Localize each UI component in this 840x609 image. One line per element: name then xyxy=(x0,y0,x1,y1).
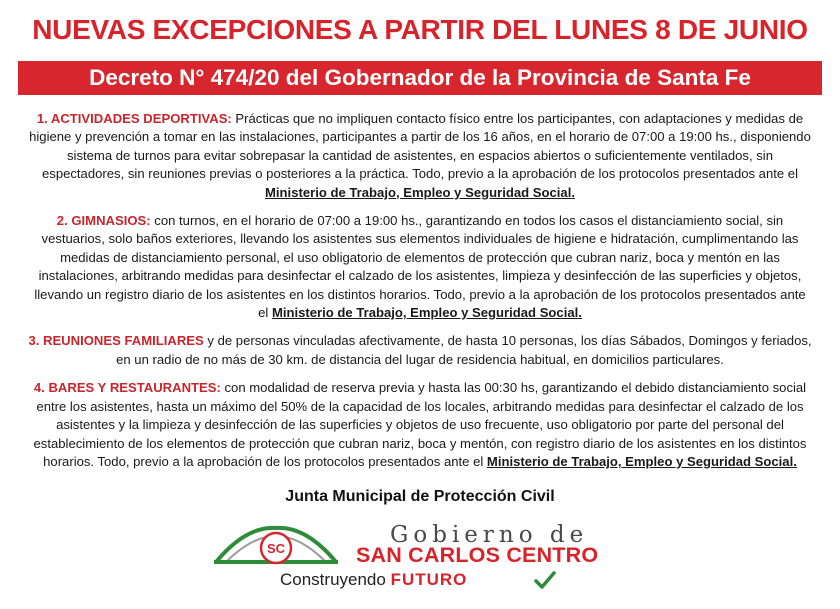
decree-text: Decreto N° 474/20 del Gobernador de la Provincia de Santa Fe xyxy=(89,65,751,90)
ministry-reference: Ministerio de Trabajo, Empleo y Seguridad Social xyxy=(271,305,579,321)
slogan-prefix: Construyendo xyxy=(280,570,386,589)
section-sports xyxy=(28,110,812,202)
decree-banner xyxy=(18,61,822,95)
ministry-reference: Ministerio de Trabajo, Empleo y Seguridad Social xyxy=(486,453,794,469)
municipality-logo xyxy=(212,522,632,602)
page-title: NUEVAS EXCEPCIONES A PARTIR DEL LUNES 8 DE JUNIO xyxy=(32,14,808,45)
ministry-reference: Ministerio de Trabajo, Empleo y Seguridad Social xyxy=(265,184,572,200)
section-family-meetings xyxy=(28,332,812,369)
section-end: . xyxy=(571,184,575,200)
section-label: 4. BARES Y RESTAURANTES: xyxy=(33,380,221,396)
section-text: y de personas vinculadas afectivamente, de hasta 10 personas, los días Sábados, Domingos y feriados, en un radio de no más de 30 km. de distancia del lugar de residencia habitual, en domicilios particulares. xyxy=(116,333,812,367)
gobierno-line: Gobierno de xyxy=(390,522,589,548)
exceptions-list xyxy=(28,110,812,481)
section-text: con modalidad de reserva previa y hasta las 00:30 hs, garantizando el debido distanciamiento social entre los asistentes, hasta un máximo del 50% de la capacidad de los locales, arbitrando medidas para desinfectar el calzado de los asistentes y la limpieza y desinfección de las superficies y objetos de uso frecuente, uso obligatorio por parte del personal del establecimiento de los elementos de protección que cubran nariz, boca y mentón, con registro diario de los asistentes en los distintos horarios. Todo, previo a la aprobación de los protocolos presentados ante el xyxy=(33,380,807,469)
city-name: SAN CARLOS CENTRO xyxy=(356,543,599,567)
section-gyms xyxy=(28,212,812,322)
sc-logo-icon xyxy=(212,522,340,570)
section-text: con turnos, en el horario de 07:00 a 19:00 hs., garantizando en todos los casos el distanciamiento social, sin vestuarios, solo baños exteriores, llevando los asistentes sus elementos individuales de higiene e hidratación, cumplimentando las medidas de distanciamiento personal, el uso obligatorio de elementos de protección que cubran nariz, boca y mentón en las instalaciones, arbitrando medidas para desinfectar el calzado de los asistentes, limpieza y desinfección de las superficies y objetos, llevando un registro diario de los asistentes en los distintos horarios. Todo, previo a la aprobación de los protocolos presentados ante el xyxy=(34,213,806,321)
section-label: 1. ACTIVIDADES DEPORTIVAS: xyxy=(36,111,232,126)
section-label: 2. GIMNASIOS: xyxy=(56,213,151,229)
section-end: . xyxy=(793,453,797,469)
slogan xyxy=(280,570,467,590)
logo-monogram: SC xyxy=(266,541,286,556)
section-text: Prácticas que no impliquen contacto físico entre los participantes, con adaptaciones y medidas de higiene y prevención a tomar en las instalaciones, participantes a partir de los 16 años, en el horario de 07:00 a 19:00 hs., disponiendo sistema de turnos para evitar sobrepasar la cantidad de asistentes, en espacios abiertos o suficientemente ventilados, sin espectadores, sin reuniones previas o posteriores a la práctica. Todo, previo a la aprobación de los protocolos presentados ante el xyxy=(29,111,811,182)
section-bars xyxy=(28,379,812,471)
check-icon xyxy=(534,570,556,590)
section-label: 3. REUNIONES FAMILIARES xyxy=(28,333,204,349)
section-end: . xyxy=(578,305,582,321)
junta-title: Junta Municipal de Protección Civil xyxy=(285,488,555,505)
slogan-emphasis: FUTURO xyxy=(390,570,468,589)
